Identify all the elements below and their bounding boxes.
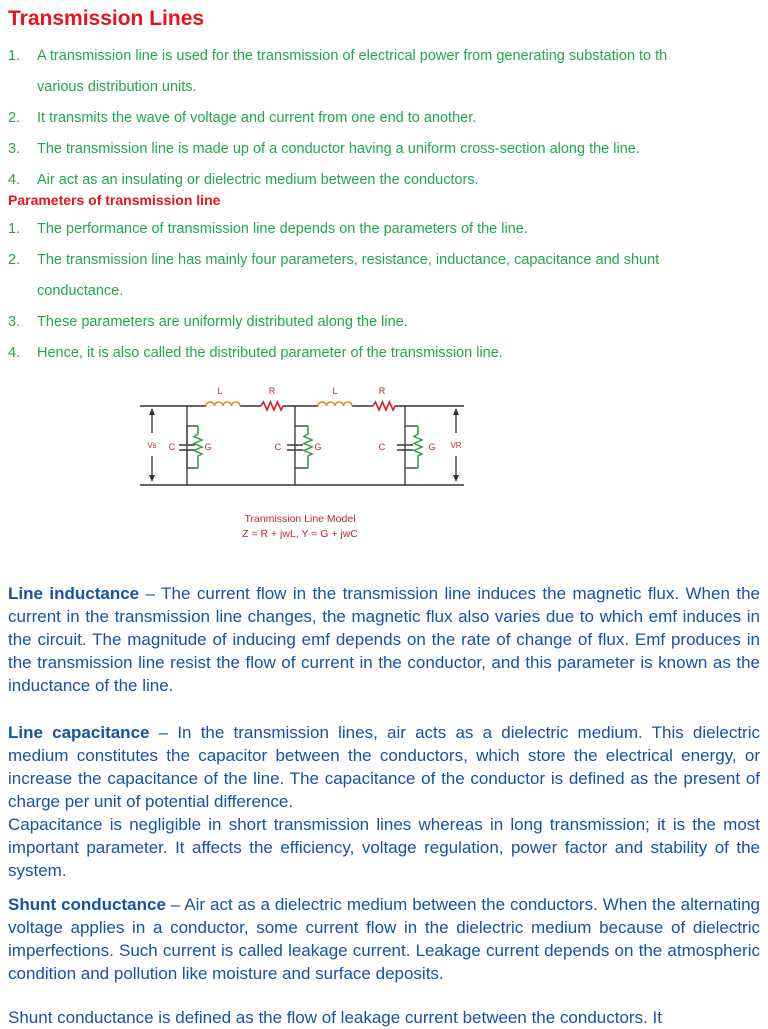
list-text: Hence, it is also called the distributed parameter of the transmission line.: [37, 345, 503, 361]
inductor-symbol: [318, 402, 352, 406]
page-title: Transmission Lines: [8, 7, 205, 30]
resistor-label: R: [268, 386, 276, 396]
diagram-caption: [200, 512, 400, 542]
resistor-symbol: [373, 402, 395, 410]
conductance-term: Shunt conductance: [8, 895, 166, 914]
list-item: [0, 41, 667, 103]
list-number: 2.: [8, 252, 21, 268]
capacitance-term: Line capacitance: [8, 723, 150, 742]
conductance-label: G: [204, 442, 212, 452]
list-text: The transmission line is made up of a conductor having a uniform cross-section along the line.: [37, 141, 640, 157]
capacitance-text: – In the transmission lines, air acts as a dielectric medium. This dielectric medium constitutes the capacitor between the conductors, which store the electrical energy, or increase the capacitance of the line. The capacitance of the conductor is defined as the present of charge per unit of potential difference.: [8, 723, 760, 811]
list-number: 3.: [8, 314, 21, 330]
list-text: A transmission line is used for the transmission of electrical power from generating substation to th: [37, 48, 668, 64]
capacitor-label: C: [168, 442, 176, 452]
resistor-symbol: [261, 402, 283, 410]
inductor-label: L: [332, 386, 338, 396]
caption-formula: Z = R + jwL, Y = G + jwC: [242, 528, 358, 540]
list-number: 2.: [8, 110, 21, 126]
list-number: 1.: [8, 221, 21, 237]
sending-voltage-label: Vs: [147, 441, 157, 450]
list-text: The performance of transmission line depends on the parameters of the line.: [37, 221, 528, 237]
inductance-paragraph: [8, 582, 760, 697]
shunt-branch: [179, 406, 202, 485]
list-item: [0, 214, 659, 245]
list-text-continued: various distribution units.: [37, 79, 197, 95]
list-item: [0, 134, 667, 165]
list-number: 4.: [8, 345, 21, 361]
shunt-branch: [397, 406, 422, 485]
inductor-label: L: [217, 386, 223, 396]
list-text-continued: conductance.: [37, 283, 124, 299]
list-text: It transmits the wave of voltage and current from one end to another.: [37, 110, 477, 126]
list-text: Air act as an insulating or dielectric medium between the conductors.: [37, 172, 479, 188]
conductance-paragraph: [8, 893, 760, 985]
inductance-term: Line inductance: [8, 584, 140, 603]
caption-title: Tranmission Line Model: [244, 513, 356, 525]
list-number: 3.: [8, 141, 21, 157]
receiving-voltage-label: VR: [450, 441, 462, 450]
parameters-list: [0, 214, 659, 369]
shunt-branch: [287, 406, 312, 485]
resistor-label: R: [378, 386, 386, 396]
list-text: These parameters are uniformly distributed along the line.: [37, 314, 408, 330]
list-item: [0, 307, 659, 338]
conductance-text: – Air act as a dielectric medium between the conductors. When the alternating voltage applies in a conductor, some current flow in the dielectric medium because of dielectric imperfections. Such current is called leakage current. Leakage current depends on the atmospheric condition and pollution like moisture and surface deposits.: [8, 895, 761, 983]
list-number: 1.: [8, 48, 21, 64]
conductance-label: G: [428, 442, 436, 452]
inductor-symbol: [206, 402, 240, 406]
list-number: 4.: [8, 172, 21, 188]
inductance-text: – The current flow in the transmission line induces the magnetic flux. When the current in the transmission line changes, the magnetic flux also varies due to which emf induces in the circuit. The magnitude of inducing emf depends on the rate of change of flux. Emf produces in the transmission line resist the flow of current in the conductor, and this parameter is known as the inductance of the line.: [8, 584, 760, 695]
capacitance-paragraph-2: Capacitance is negligible in short transmission lines whereas in long transmission; it is the most important parameter. It affects the efficiency, voltage regulation, power factor and stability of the system.: [8, 815, 760, 880]
conductance-label: G: [314, 442, 322, 452]
list-text: The transmission line has mainly four parameters, resistance, inductance, capacitance and shunt: [37, 252, 660, 268]
conductance-paragraph-2: Shunt conductance is defined as the flow of leakage current between the conductors. It: [8, 1008, 662, 1027]
transmission-line-model-diagram: [130, 378, 475, 493]
intro-list: [0, 41, 667, 196]
list-item: [0, 338, 659, 369]
capacitor-label: C: [378, 442, 386, 452]
capacitor-label: C: [274, 442, 282, 452]
parameters-heading: Parameters of transmission line: [8, 192, 221, 208]
list-item: [0, 245, 659, 307]
list-item: [0, 103, 667, 134]
capacitance-paragraph: [8, 721, 760, 813]
